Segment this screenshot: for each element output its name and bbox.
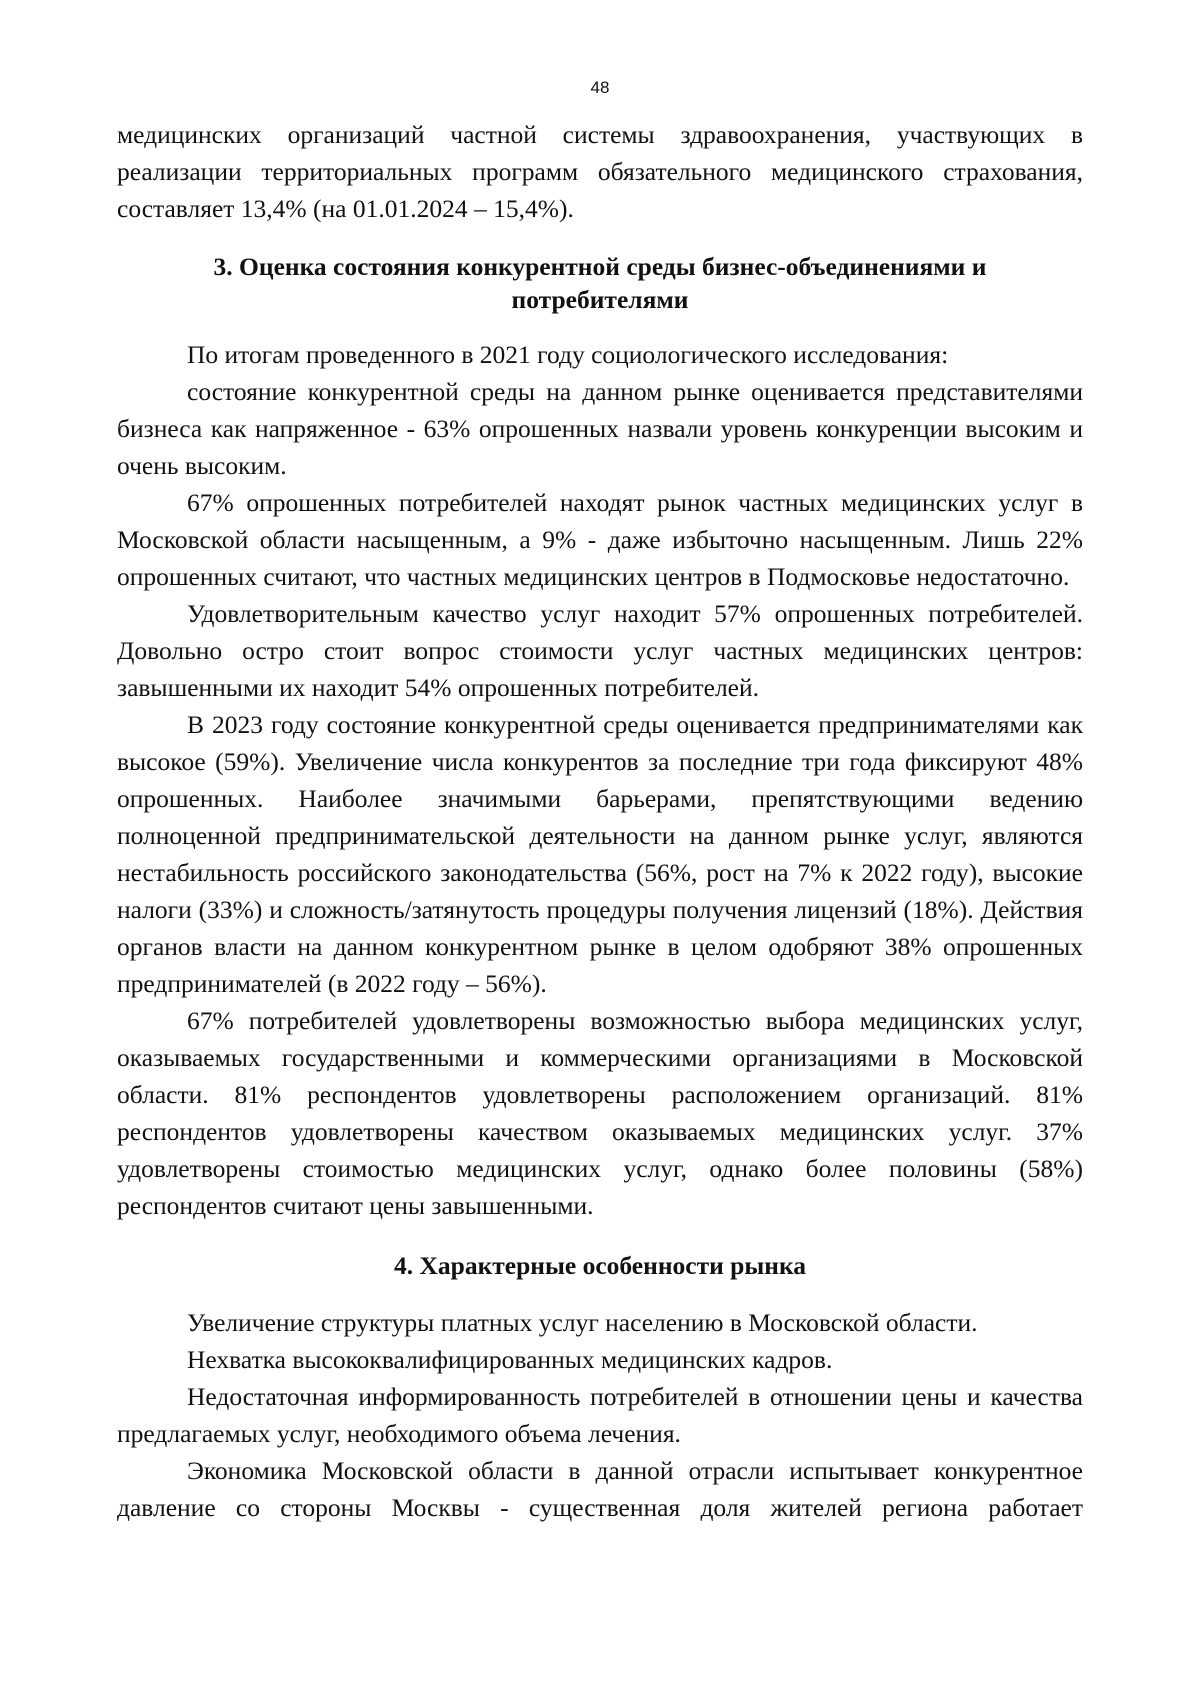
section-3-paragraph-3: 67% опрошенных потребителей находят рынок частных медицинских услуг в Московской области насыщенным, а 9% - даже избыточно насыщенным. Лишь 22% опрошенных считают, что частных медицинских центров в Подмосковье недостаточно. xyxy=(117,488,1083,591)
section-4-paragraph-4: Экономика Московской области в данной отрасли испытывает конкурентное давление со стороны Москвы - существенная доля жителей региона работает xyxy=(117,1456,1083,1522)
intro-paragraph: медицинских организаций частной системы здравоохранения, участвующих в реализации территориальных программ обязательного медицинского страхования, составляет 13,4% (на 01.01.2024 – 15,4%). xyxy=(117,120,1083,223)
document-body xyxy=(117,116,1083,1526)
section-3-paragraph-2: состояние конкурентной среды на данном рынке оценивается представителями бизнеса как напряженное - 63% опрошенных назвали уровень конкуренции высоким и очень высоким. xyxy=(117,377,1083,480)
section-3-paragraph-1: По итогам проведенного в 2021 году социологического исследования: xyxy=(187,340,949,369)
section-4-heading: 4. Характерные особенности рынка xyxy=(393,1251,807,1280)
section-3-paragraph-5: В 2023 году состояние конкурентной среды оценивается предпринимателями как высокое (59%). Увеличение числа конкурентов за последние три года фиксируют 48% опрошенных. Наиболее значимыми барьерами, препятствующими ведению полноценной предпринимательской деятельности на данном рынке услуг, являются нестабильность российского законодательства (56%, рост на 7% к 2022 году), высокие налоги (33%) и сложность/затянутость процедуры получения лицензий (18%). Действия органов власти на данном конкурентном рынке в целом одобряют 38% опрошенных предпринимателей (в 2022 году – 56%). xyxy=(117,710,1083,998)
section-4-paragraph-3: Недостаточная информированность потребителей в отношении цены и качества предлагаемых услуг, необходимого объема лечения. xyxy=(117,1382,1083,1448)
section-4-paragraph-2: Нехватка высококвалифицированных медицинских кадров. xyxy=(187,1345,833,1374)
section-4-paragraph-1: Увеличение структуры платных услуг населению в Московской области. xyxy=(187,1308,978,1337)
page-number: 48 xyxy=(590,78,610,97)
section-3-heading: 3. Оценка состояния конкурентной среды бизнес-объединениями и потребителями xyxy=(213,252,987,314)
section-3-paragraph-6: 67% потребителей удовлетворены возможностью выбора медицинских услуг, оказываемых государственными и коммерческими организациями в Московской области. 81% респондентов удовлетворены расположением организаций. 81% респондентов удовлетворены качеством оказываемых медицинских услуг. 37% удовлетворены стоимостью медицинских услуг, однако более половины (58%) респондентов считают цены завышенными. xyxy=(117,1006,1083,1220)
section-3-paragraph-4: Удовлетворительным качество услуг находит 57% опрошенных потребителей. Довольно остро стоит вопрос стоимости услуг частных медицинских центров: завышенными их находит 54% опрошенных потребителей. xyxy=(117,599,1083,702)
